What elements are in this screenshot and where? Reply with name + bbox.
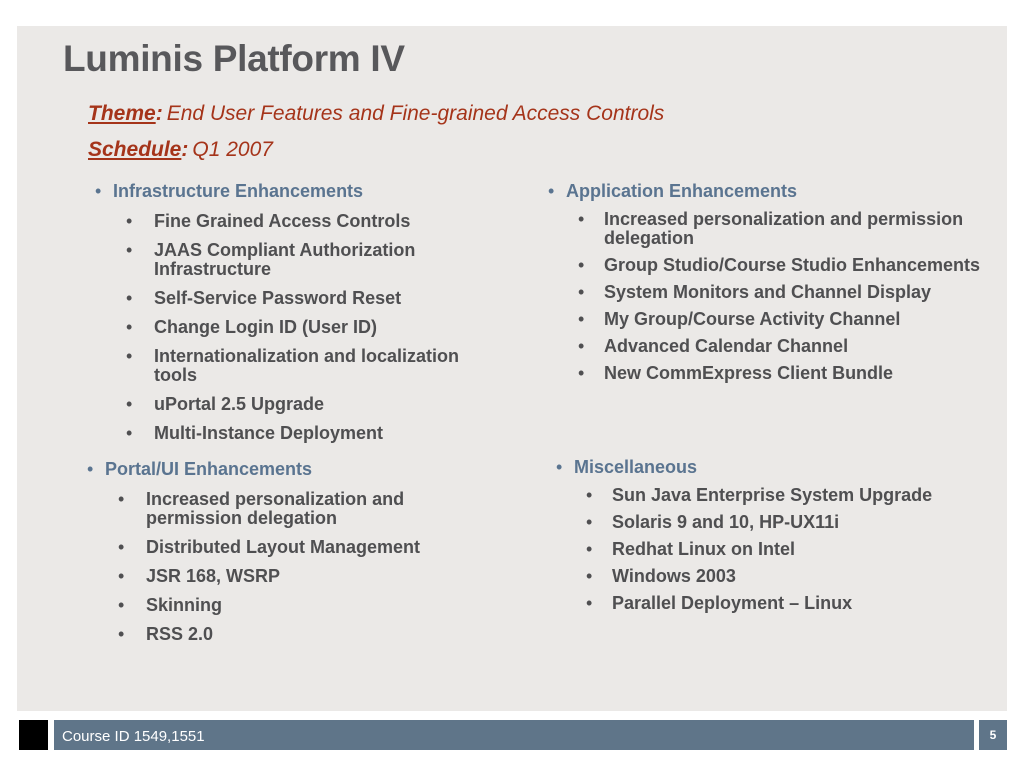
list-item: • Change Login ID (User ID): [126, 318, 493, 337]
list-item: • Fine Grained Access Controls: [126, 212, 493, 231]
theme-colon: :: [155, 102, 163, 125]
application-section: [546, 180, 996, 383]
infrastructure-list: [93, 212, 493, 443]
list-item: • Increased personalization and permission delegation: [118, 490, 495, 528]
list-item: • JAAS Compliant Authorization Infrastructure: [126, 241, 493, 279]
list-item: • uPortal 2.5 Upgrade: [126, 395, 493, 414]
list-item: • Solaris 9 and 10, HP-UX11i: [586, 513, 1004, 532]
infrastructure-heading: • Infrastructure Enhancements: [93, 180, 493, 202]
theme-line: [88, 102, 664, 126]
list-item: • JSR 168, WSRP: [118, 567, 495, 586]
misc-list: [554, 486, 1004, 613]
misc-section: [554, 456, 1004, 613]
theme-value: End User Features and Fine-grained Access Controls: [166, 102, 665, 125]
list-item: • Internationalization and localization tools: [126, 347, 493, 385]
course-id-text: Course ID 1549,1551: [62, 728, 205, 745]
slide-title: Luminis Platform IV: [63, 38, 405, 79]
list-item: • System Monitors and Channel Display: [578, 283, 996, 302]
list-item: • Distributed Layout Management: [118, 538, 495, 557]
application-list: [546, 210, 996, 383]
schedule-label: Schedule: [88, 138, 182, 161]
misc-heading: • Miscellaneous: [554, 456, 1004, 478]
portal-section: [85, 458, 495, 644]
list-item: • Redhat Linux on Intel: [586, 540, 1004, 559]
list-item: • Advanced Calendar Channel: [578, 337, 996, 356]
list-item: • Increased personalization and permission delegation: [578, 210, 996, 248]
footer-black-block: [19, 720, 48, 750]
page-number: 5: [979, 720, 1007, 750]
footer-bar: [54, 720, 974, 750]
list-item: • Sun Java Enterprise System Upgrade: [586, 486, 1004, 505]
application-heading: • Application Enhancements: [546, 180, 996, 202]
infrastructure-section: [93, 180, 493, 443]
schedule-line: [88, 138, 273, 162]
list-item: • RSS 2.0: [118, 625, 495, 644]
list-item: • Self-Service Password Reset: [126, 289, 493, 308]
list-item: • Group Studio/Course Studio Enhancements: [578, 256, 996, 275]
list-item: • Skinning: [118, 596, 495, 615]
list-item: • New CommExpress Client Bundle: [578, 364, 996, 383]
list-item: • My Group/Course Activity Channel: [578, 310, 996, 329]
schedule-value: Q1 2007: [192, 138, 273, 161]
portal-heading: • Portal/UI Enhancements: [85, 458, 495, 480]
list-item: • Multi-Instance Deployment: [126, 424, 493, 443]
theme-label: Theme: [88, 102, 156, 125]
portal-list: [85, 490, 495, 644]
list-item: • Windows 2003: [586, 567, 1004, 586]
schedule-colon: :: [181, 138, 189, 161]
list-item: • Parallel Deployment – Linux: [586, 594, 1004, 613]
